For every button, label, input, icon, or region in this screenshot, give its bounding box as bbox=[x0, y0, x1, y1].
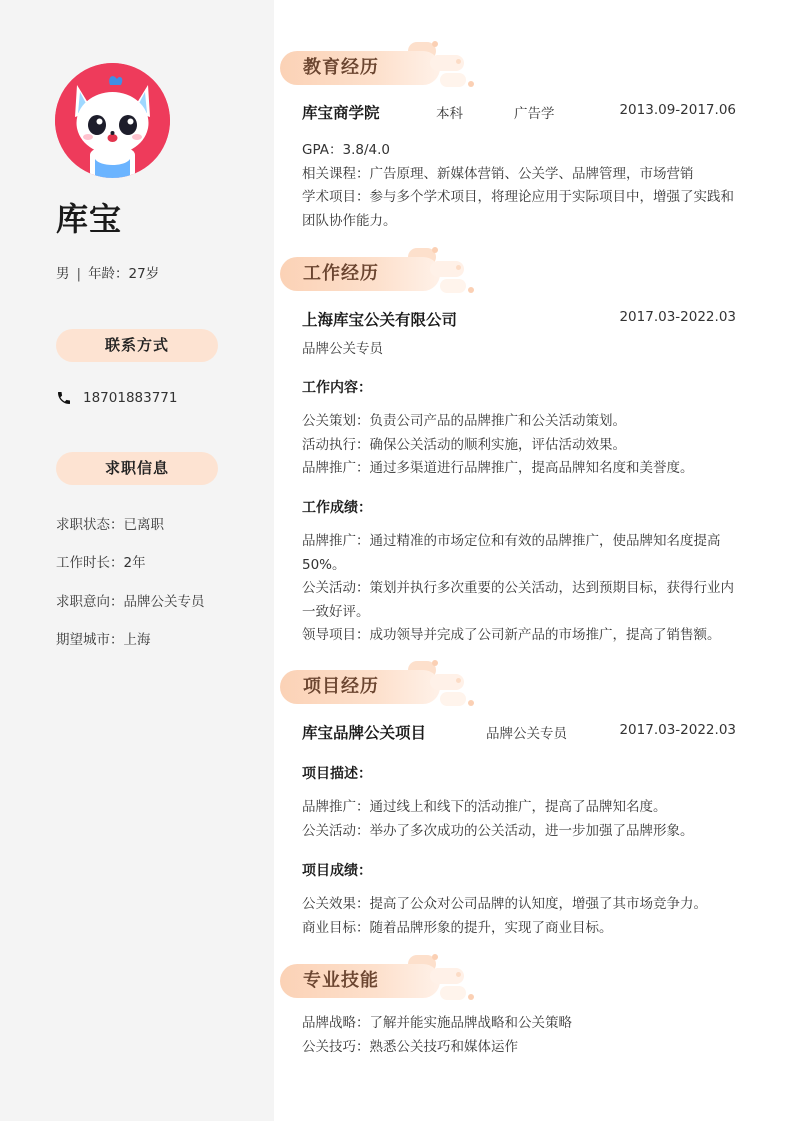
job-intention: 求职意向：品牌公关专员 bbox=[56, 594, 205, 610]
education-period: 2013.09-2017.06 bbox=[619, 102, 736, 118]
work-content-title: 工作内容： bbox=[302, 380, 372, 396]
project-name: 库宝品牌公关项目 bbox=[302, 724, 427, 742]
sidebar bbox=[0, 0, 274, 1121]
project-description bbox=[302, 796, 738, 843]
list-item: 品牌战略：了解并能实施品牌战略和公关策略 bbox=[302, 1015, 572, 1031]
main-content bbox=[280, 0, 792, 1121]
gender-text: 男 bbox=[56, 266, 70, 282]
degree: 本科 bbox=[436, 106, 463, 122]
list-item: 公关活动：举办了多次成功的公关活动，进一步加强了品牌形象。 bbox=[302, 822, 694, 839]
courses-line: 相关课程：广告原理、新媒体营销、公关学、品牌管理，市场营销 bbox=[302, 165, 694, 182]
major: 广告学 bbox=[514, 106, 555, 122]
academic-line: 学术项目：参与多个学术项目，将理论应用于实际项目中，增强了实践和团队协作能力。 bbox=[302, 189, 734, 229]
list-item: 公关技巧：熟悉公关技巧和媒体运作 bbox=[302, 1038, 518, 1055]
cat-mascot-icon bbox=[55, 63, 170, 178]
project-desc-title: 项目描述： bbox=[302, 766, 372, 782]
skills-title: 专业技能 bbox=[303, 970, 379, 991]
list-item: 公关策划：负责公司产品的品牌推广和公关活动策划。 bbox=[302, 413, 626, 429]
skills-list bbox=[302, 1012, 738, 1059]
education-section-header bbox=[280, 51, 480, 85]
list-item: 商业目标：随着品牌形象的提升，实现了商业目标。 bbox=[302, 919, 613, 936]
basic-info bbox=[56, 262, 159, 282]
project-results-title: 项目成绩： bbox=[302, 863, 372, 879]
project-role: 品牌公关专员 bbox=[486, 726, 567, 742]
skills-section-header bbox=[280, 964, 480, 998]
gpa-line: GPA：3.8/4.0 bbox=[302, 142, 390, 158]
phone-number: 18701883771 bbox=[83, 390, 178, 406]
expected-city: 期望城市：上海 bbox=[56, 632, 151, 648]
work-duration: 工作时长：2年 bbox=[56, 555, 146, 571]
contact-section-title: 联系方式 bbox=[56, 329, 218, 362]
list-item: 品牌推广：通过线上和线下的活动推广，提高了品牌知名度。 bbox=[302, 799, 667, 815]
education-title: 教育经历 bbox=[303, 57, 379, 78]
avatar bbox=[55, 63, 170, 178]
work-position: 品牌公关专员 bbox=[302, 341, 383, 357]
project-results bbox=[302, 893, 738, 940]
project-title: 项目经历 bbox=[303, 676, 379, 697]
list-item: 公关效果：提高了公众对公司品牌的认知度，增强了其市场竞争力。 bbox=[302, 896, 707, 912]
phone-icon bbox=[56, 390, 72, 406]
info-separator: | bbox=[76, 266, 82, 282]
work-title: 工作经历 bbox=[303, 263, 379, 284]
work-content bbox=[302, 410, 738, 481]
education-details bbox=[302, 139, 738, 233]
work-period: 2017.03-2022.03 bbox=[619, 309, 736, 325]
list-item: 品牌推广：通过多渠道进行品牌推广，提高品牌知名度和美誉度。 bbox=[302, 460, 694, 476]
work-results bbox=[302, 530, 738, 648]
list-item: 公关活动：策划并执行多次重要的公关活动，达到预期目标，获得行业内一致好评。 bbox=[302, 580, 734, 620]
company-name: 上海库宝公关有限公司 bbox=[302, 311, 458, 329]
list-item: 品牌推广：通过精准的市场定位和有效的品牌推广，使品牌知名度提高50%。 bbox=[302, 533, 721, 573]
school-name: 库宝商学院 bbox=[302, 104, 380, 122]
job-info-section-title: 求职信息 bbox=[56, 452, 218, 485]
work-results-title: 工作成绩： bbox=[302, 500, 372, 516]
work-section-header bbox=[280, 257, 480, 291]
list-item: 活动执行：确保公关活动的顺利实施，评估活动效果。 bbox=[302, 436, 626, 453]
project-period: 2017.03-2022.03 bbox=[619, 722, 736, 738]
phone-row bbox=[56, 390, 177, 406]
list-item: 领导项目：成功领导并完成了公司新产品的市场推广，提高了销售额。 bbox=[302, 627, 721, 643]
job-status: 求职状态：已离职 bbox=[56, 517, 164, 533]
age-text: 年龄：27岁 bbox=[88, 266, 160, 282]
project-section-header bbox=[280, 670, 480, 704]
candidate-name: 库宝 bbox=[56, 200, 123, 238]
